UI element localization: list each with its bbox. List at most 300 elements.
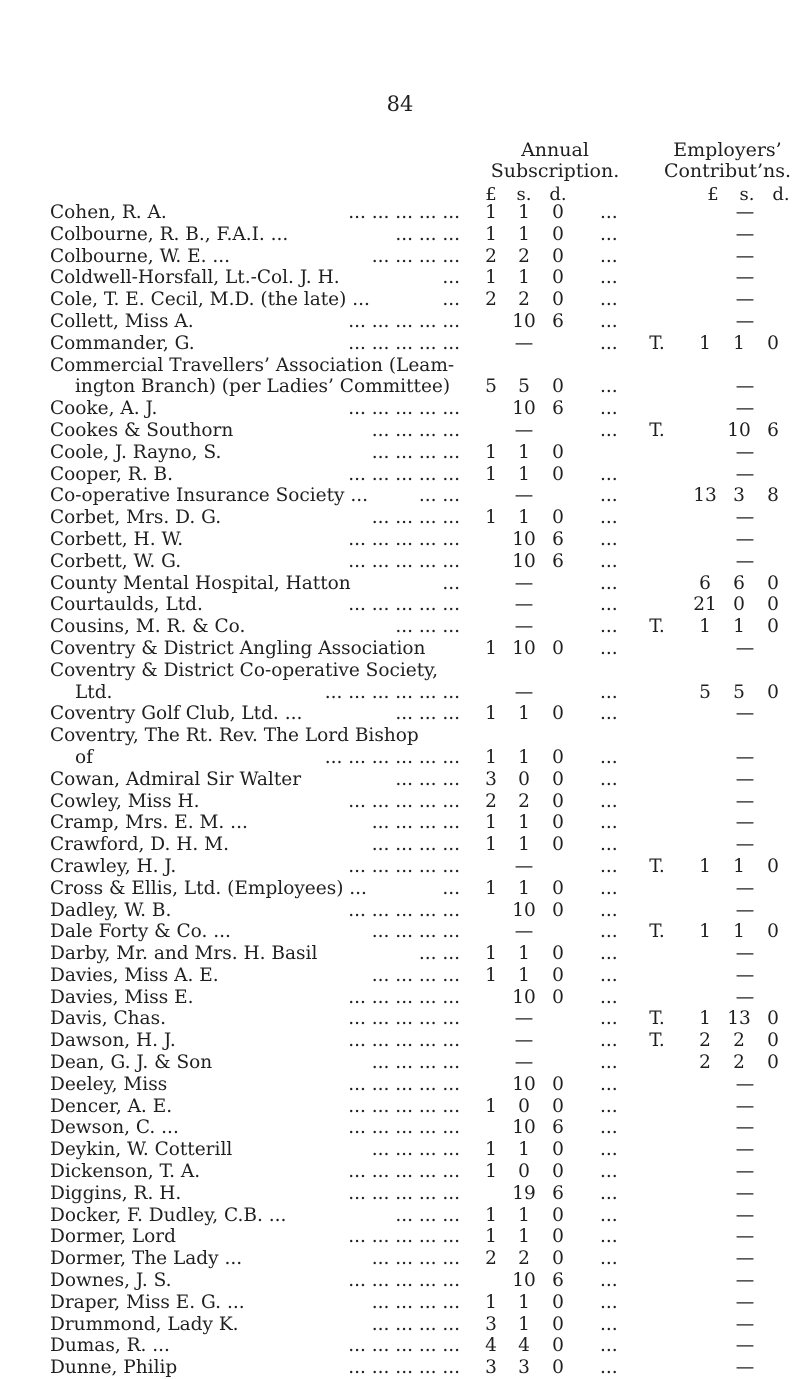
- subscription-pounds: 1: [485, 746, 497, 768]
- employer-pence: 0: [767, 616, 779, 638]
- employer-pounds: 5: [699, 681, 711, 703]
- subscription-dash: —: [514, 855, 534, 877]
- pence-label: d.: [772, 184, 790, 205]
- subscriber-name: Cramp, Mrs. E. M. ...: [50, 812, 248, 834]
- list-item: [0, 594, 800, 616]
- subscriber-name: Coventry Golf Club, Ltd. ...: [50, 703, 303, 725]
- subscription-shillings: 2: [518, 1248, 530, 1270]
- employer-dash: —: [735, 223, 755, 245]
- subscriber-name: Commercial Travellers’ Association (Leam-: [50, 354, 455, 376]
- subscription-shillings: 1: [518, 202, 530, 223]
- leader-dots: ...: [600, 1248, 618, 1270]
- employer-pounds: 6: [699, 572, 711, 594]
- employer-pence: 0: [767, 1052, 779, 1074]
- subscription-dash: —: [514, 1008, 534, 1030]
- subscription-pounds: 1: [485, 1204, 497, 1226]
- leader-dots: ... ... ...: [395, 616, 460, 638]
- subscription-pence: 0: [552, 768, 564, 790]
- employer-dash: —: [735, 1270, 755, 1292]
- subscription-pence: 0: [552, 834, 564, 856]
- subscription-pence: 0: [552, 1095, 564, 1117]
- subscriber-name: Co-operative Insurance Society ...: [50, 485, 369, 507]
- employer-pence: 8: [767, 485, 779, 507]
- list-item: [0, 703, 800, 725]
- subscription-dash: —: [514, 485, 534, 507]
- leader-dots: ...: [600, 943, 618, 965]
- subscription-header-line1: Annual: [521, 139, 589, 161]
- leader-dots: ... ... ... ... ...: [348, 463, 460, 485]
- leader-dots: ... ... ... ... ... ...: [324, 681, 460, 703]
- subscription-shillings: 2: [518, 245, 530, 267]
- list-item: [0, 1226, 800, 1248]
- leader-dots: ...: [600, 332, 618, 354]
- employer-prefix: T.: [649, 1008, 665, 1030]
- subscription-pence: 0: [552, 1313, 564, 1335]
- subscription-shillings: 5: [518, 376, 530, 398]
- leader-dots: ...: [600, 921, 618, 943]
- list-item: [0, 485, 800, 507]
- leader-dots: ...: [442, 267, 460, 289]
- subscriber-name: Cooke, A. J.: [50, 398, 158, 420]
- subscription-pence: 6: [552, 1182, 564, 1204]
- list-item: [0, 224, 800, 246]
- leader-dots: ...: [600, 1095, 618, 1117]
- subscription-pounds: 1: [485, 1291, 497, 1313]
- subscriber-name: Dean, G. J. & Son: [50, 1052, 213, 1074]
- leader-dots: ... ... ... ...: [371, 812, 460, 834]
- leader-dots: ... ... ... ... ...: [348, 1117, 460, 1139]
- employer-shillings: 1: [733, 616, 745, 638]
- leader-dots: ... ... ... ...: [371, 964, 460, 986]
- employer-dash: —: [735, 267, 755, 289]
- subscription-pounds: 2: [485, 245, 497, 267]
- subscription-pence: 0: [552, 267, 564, 289]
- leader-dots: ... ... ... ...: [371, 921, 460, 943]
- list-item: [0, 1117, 800, 1139]
- leader-dots: ...: [600, 485, 618, 507]
- subscription-pence: 0: [552, 1204, 564, 1226]
- employer-dash: —: [735, 1313, 755, 1335]
- leader-dots: ...: [600, 834, 618, 856]
- subscription-shillings: 1: [518, 267, 530, 289]
- subscription-shillings: 1: [518, 703, 530, 725]
- subscription-dash: —: [514, 681, 534, 703]
- subscription-shillings: 1: [518, 463, 530, 485]
- subscription-pence: 6: [552, 1117, 564, 1139]
- employer-shillings: 2: [733, 1052, 745, 1074]
- leader-dots: ... ... ... ... ...: [348, 855, 460, 877]
- subscription-pounds: 1: [485, 703, 497, 725]
- leader-dots: ...: [600, 877, 618, 899]
- employer-dash: —: [735, 245, 755, 267]
- subscriber-name: Commander, G.: [50, 332, 195, 354]
- list-item: [0, 507, 800, 529]
- employer-dash: —: [735, 1226, 755, 1248]
- leader-dots: ...: [600, 267, 618, 289]
- leader-dots: ...: [600, 550, 618, 572]
- list-item: [0, 878, 800, 900]
- leader-dots: ...: [600, 812, 618, 834]
- subscriber-name: Corbet, Mrs. D. G.: [50, 507, 222, 529]
- subscription-pounds: 1: [485, 877, 497, 899]
- employer-pence: 0: [767, 855, 779, 877]
- subscription-pence: 0: [552, 812, 564, 834]
- subscriber-name: Cohen, R. A.: [50, 202, 167, 223]
- subscription-shillings: 10: [512, 1073, 536, 1095]
- subscription-pounds: 1: [485, 812, 497, 834]
- leader-dots: ... ... ... ... ...: [348, 528, 460, 550]
- subscription-pounds: 1: [485, 223, 497, 245]
- subscription-pence: 0: [552, 703, 564, 725]
- list-item: [0, 682, 800, 704]
- subscription-pence: 6: [552, 550, 564, 572]
- leader-dots: ... ... ...: [395, 1204, 460, 1226]
- subscription-dash: —: [514, 1052, 534, 1074]
- subscription-pounds: 1: [485, 943, 497, 965]
- employer-dash: —: [735, 834, 755, 856]
- leader-dots: ...: [600, 1030, 618, 1052]
- employer-pounds: 2: [699, 1030, 711, 1052]
- employer-shillings: 1: [733, 332, 745, 354]
- list-item: [0, 246, 800, 268]
- employer-shillings: 0: [733, 594, 745, 616]
- leader-dots: ... ... ... ... ...: [348, 986, 460, 1008]
- leader-dots: ... ... ... ... ...: [348, 1008, 460, 1030]
- list-item: [0, 464, 800, 486]
- subscriber-name: Draper, Miss E. G. ...: [50, 1291, 245, 1313]
- subscriber-name: Dickenson, T. A.: [50, 1161, 201, 1183]
- subscription-pounds: 1: [485, 637, 497, 659]
- subscriber-name: Coldwell-Horsfall, Lt.-Col. J. H.: [50, 267, 340, 289]
- subscriber-name: Cousins, M. R. & Co.: [50, 616, 246, 638]
- list-item: [0, 1052, 800, 1074]
- employer-dash: —: [735, 1139, 755, 1161]
- subscription-shillings: 1: [518, 1313, 530, 1335]
- employer-shillings: 10: [727, 419, 751, 441]
- subscriber-name: Drummond, Lady K.: [50, 1313, 239, 1335]
- leader-dots: ... ... ... ...: [371, 1313, 460, 1335]
- employer-pence: 0: [767, 572, 779, 594]
- subscriber-name: Cowan, Admiral Sir Walter: [50, 768, 302, 790]
- subscription-pence: 0: [552, 1226, 564, 1248]
- employer-pence: 0: [767, 594, 779, 616]
- leader-dots: ... ... ... ...: [371, 1052, 460, 1074]
- leader-dots: ...: [600, 223, 618, 245]
- subscription-pence: 0: [552, 899, 564, 921]
- list-item: [0, 1161, 800, 1183]
- subscriber-name: Deykin, W. Cotterill: [50, 1139, 233, 1161]
- leader-dots: ...: [600, 703, 618, 725]
- employer-dash: —: [735, 1204, 755, 1226]
- subscription-shillings: 1: [518, 812, 530, 834]
- list-item: [0, 1008, 800, 1030]
- employer-dash: —: [735, 1291, 755, 1313]
- employer-pounds: 1: [699, 1008, 711, 1030]
- subscriber-name: Diggins, R. H.: [50, 1182, 182, 1204]
- pence-label: d.: [549, 184, 567, 205]
- subscriber-name: Cole, T. E. Cecil, M.D. (the late) ...: [50, 289, 370, 311]
- leader-dots: ...: [600, 419, 618, 441]
- employer-dash: —: [735, 1095, 755, 1117]
- subscription-shillings: 10: [512, 398, 536, 420]
- subscription-shillings: 0: [518, 1161, 530, 1183]
- leader-dots: ... ... ... ... ...: [348, 1270, 460, 1292]
- list-item: [0, 1270, 800, 1292]
- employer-dash: —: [735, 289, 755, 311]
- subscription-pence: 0: [552, 1248, 564, 1270]
- list-item: [0, 376, 800, 398]
- leader-dots: ...: [600, 1226, 618, 1248]
- subscription-dash: —: [514, 332, 534, 354]
- subscriber-name: Crawford, D. H. M.: [50, 834, 229, 856]
- employer-dash: —: [735, 943, 755, 965]
- subscription-shillings: 0: [518, 768, 530, 790]
- subscriber-name: Cooper, R. B.: [50, 463, 173, 485]
- subscriber-name: Coventry & District Angling Association: [50, 637, 426, 659]
- subscription-pence: 0: [552, 289, 564, 311]
- subscription-header-line2: Subscription.: [490, 160, 620, 182]
- leader-dots: ...: [442, 877, 460, 899]
- leader-dots: ...: [600, 986, 618, 1008]
- leader-dots: ... ... ... ...: [371, 507, 460, 529]
- list-item: [0, 1030, 800, 1052]
- leader-dots: ...: [442, 572, 460, 594]
- shillings-label: s.: [739, 184, 755, 205]
- subscription-pence: 0: [552, 202, 564, 223]
- employer-dash: —: [735, 637, 755, 659]
- subscription-pounds: 5: [485, 376, 497, 398]
- subscriber-name: Darby, Mr. and Mrs. H. Basil: [50, 943, 318, 965]
- list-item: [0, 267, 800, 289]
- subscriber-name: Coventry, The Rt. Rev. The Lord Bishop: [50, 725, 419, 747]
- subscription-pence: 0: [552, 1335, 564, 1357]
- leader-dots: ... ... ...: [395, 768, 460, 790]
- subscription-pounds: 1: [485, 834, 497, 856]
- subscriber-name: Corbett, W. G.: [50, 550, 182, 572]
- subscription-pounds: 1: [485, 1095, 497, 1117]
- leader-dots: ... ... ...: [395, 703, 460, 725]
- subscription-shillings: 1: [518, 441, 530, 463]
- subscription-pence: 0: [552, 1161, 564, 1183]
- leader-dots: ... ... ...: [395, 223, 460, 245]
- leader-dots: ... ... ... ... ...: [348, 550, 460, 572]
- list-item: [0, 725, 800, 747]
- employer-dash: —: [735, 441, 755, 463]
- list-item: [0, 529, 800, 551]
- leader-dots: ...: [442, 289, 460, 311]
- employer-dash: —: [735, 507, 755, 529]
- list-item: [0, 573, 800, 595]
- leader-dots: ... ... ... ... ...: [348, 594, 460, 616]
- leader-dots: ...: [600, 1357, 618, 1379]
- subscription-pence: 0: [552, 943, 564, 965]
- employer-dash: —: [735, 463, 755, 485]
- leader-dots: ...: [600, 1313, 618, 1335]
- leader-dots: ... ... ... ...: [371, 419, 460, 441]
- leader-dots: ... ... ... ... ...: [348, 899, 460, 921]
- employers-header-line2: Contribut’ns.: [663, 160, 792, 182]
- subscriber-name: Corbett, H. W.: [50, 528, 184, 550]
- employer-pence: 0: [767, 332, 779, 354]
- list-item: [0, 1183, 800, 1205]
- subscription-dash: —: [514, 1030, 534, 1052]
- leader-dots: ...: [600, 528, 618, 550]
- list-item: [0, 355, 800, 377]
- leader-dots: ... ... ... ... ...: [348, 1226, 460, 1248]
- leader-dots: ...: [600, 790, 618, 812]
- leader-dots: ...: [600, 310, 618, 332]
- employer-dash: —: [735, 1248, 755, 1270]
- leader-dots: ...: [600, 899, 618, 921]
- subscription-shillings: 10: [512, 528, 536, 550]
- subscription-pence: 0: [552, 1139, 564, 1161]
- employer-dash: —: [735, 202, 755, 223]
- subscription-pence: 0: [552, 790, 564, 812]
- subscription-pounds: 1: [485, 202, 497, 223]
- subscriber-name: Ltd.: [75, 681, 113, 703]
- subscriber-name: County Mental Hospital, Hatton: [50, 572, 351, 594]
- employer-dash: —: [735, 746, 755, 768]
- employer-shillings: 1: [733, 921, 745, 943]
- subscription-pence: 0: [552, 964, 564, 986]
- subscription-dash: —: [514, 921, 534, 943]
- leader-dots: ... ... ... ... ...: [348, 202, 460, 223]
- subscriber-name: Dumas, R. ...: [50, 1335, 170, 1357]
- subscription-pounds: 1: [485, 463, 497, 485]
- leader-dots: ...: [600, 507, 618, 529]
- leader-dots: ...: [600, 637, 618, 659]
- subscription-pence: 6: [552, 310, 564, 332]
- leader-dots: ... ... ... ... ...: [348, 1182, 460, 1204]
- employer-dash: —: [735, 1117, 755, 1139]
- subscription-pence: 0: [552, 1291, 564, 1313]
- employer-prefix: T.: [649, 332, 665, 354]
- employer-dash: —: [735, 550, 755, 572]
- leader-dots: ... ... ... ... ...: [348, 1095, 460, 1117]
- leader-dots: ... ... ... ...: [371, 1248, 460, 1270]
- subscriber-name: Cookes & Southorn: [50, 419, 234, 441]
- list-item: [0, 398, 800, 420]
- page-number: 84: [386, 92, 414, 116]
- leader-dots: ... ... ... ...: [371, 1139, 460, 1161]
- subscription-pence: 0: [552, 463, 564, 485]
- leader-dots: ...: [600, 1182, 618, 1204]
- list-item: [0, 1205, 800, 1227]
- leader-dots: ...: [600, 1139, 618, 1161]
- leader-dots: ...: [600, 616, 618, 638]
- subscriber-name: Collett, Miss A.: [50, 310, 194, 332]
- employer-shillings: 13: [727, 1008, 751, 1030]
- leader-dots: ...: [600, 768, 618, 790]
- leader-dots: ... ... ... ... ...: [348, 310, 460, 332]
- leader-dots: ... ... ... ... ...: [348, 332, 460, 354]
- list-item: [0, 638, 800, 660]
- subscription-pence: 6: [552, 398, 564, 420]
- leader-dots: ... ...: [418, 943, 460, 965]
- employer-pence: 0: [767, 921, 779, 943]
- employer-dash: —: [735, 310, 755, 332]
- subscription-shillings: 10: [512, 1270, 536, 1292]
- subscriber-name: Dunne, Philip: [50, 1357, 178, 1379]
- list-item: [0, 551, 800, 573]
- list-item: [0, 965, 800, 987]
- leader-dots: ...: [600, 964, 618, 986]
- subscriber-list: [0, 202, 800, 1379]
- subscriber-name: Dormer, The Lady ...: [50, 1248, 243, 1270]
- employer-pence: 0: [767, 681, 779, 703]
- subscriber-name: Coole, J. Rayno, S.: [50, 441, 222, 463]
- leader-dots: ... ... ... ...: [371, 834, 460, 856]
- leader-dots: ...: [600, 245, 618, 267]
- subscriber-name: Davis, Chas.: [50, 1008, 166, 1030]
- subscriber-name: Cowley, Miss H.: [50, 790, 200, 812]
- employer-pence: 6: [767, 419, 779, 441]
- subscription-shillings: 1: [518, 223, 530, 245]
- leader-dots: ...: [600, 463, 618, 485]
- employer-dash: —: [735, 1073, 755, 1095]
- employers-header: [635, 140, 800, 182]
- subscriber-name: Dormer, Lord: [50, 1226, 176, 1248]
- list-item: [0, 812, 800, 834]
- subscription-shillings: 10: [512, 637, 536, 659]
- subscriber-name: Deeley, Miss: [50, 1073, 168, 1095]
- subscriber-name: Colbourne, R. B., F.A.I. ...: [50, 223, 289, 245]
- leader-dots: ...: [600, 746, 618, 768]
- list-item: [0, 616, 800, 638]
- employer-dash: —: [735, 1335, 755, 1357]
- subscriber-name: Dewson, C. ...: [50, 1117, 179, 1139]
- subscription-pounds: 1: [485, 507, 497, 529]
- list-item: [0, 1248, 800, 1270]
- employer-prefix: T.: [649, 1030, 665, 1052]
- employer-dash: —: [735, 1357, 755, 1379]
- subscriber-name: Crawley, H. J.: [50, 855, 177, 877]
- subscription-pounds: 3: [485, 1357, 497, 1379]
- subscription-shillings: 1: [518, 1226, 530, 1248]
- employer-dash: —: [735, 1161, 755, 1183]
- subscriber-name: Dencer, A. E.: [50, 1095, 173, 1117]
- list-item: [0, 660, 800, 682]
- subscription-shillings: 10: [512, 550, 536, 572]
- leader-dots: ... ... ... ... ...: [348, 790, 460, 812]
- employer-dash: —: [735, 528, 755, 550]
- leader-dots: ...: [600, 1204, 618, 1226]
- subscription-shillings: 1: [518, 746, 530, 768]
- leader-dots: ...: [600, 594, 618, 616]
- subscription-shillings: 2: [518, 790, 530, 812]
- employer-shillings: 2: [733, 1030, 745, 1052]
- shillings-label: s.: [516, 184, 532, 205]
- subscription-pounds: 4: [485, 1335, 497, 1357]
- subscription-shillings: 1: [518, 877, 530, 899]
- leader-dots: ...: [600, 1052, 618, 1074]
- subscription-pounds: 2: [485, 1248, 497, 1270]
- list-item: [0, 747, 800, 769]
- subscription-pence: 6: [552, 1270, 564, 1292]
- leader-dots: ...: [600, 1008, 618, 1030]
- subscription-pounds: 1: [485, 964, 497, 986]
- leader-dots: ...: [600, 202, 618, 223]
- list-item: [0, 1292, 800, 1314]
- list-item: [0, 202, 800, 224]
- list-item: [0, 420, 800, 442]
- employer-shillings: 5: [733, 681, 745, 703]
- subscriber-name: of: [75, 746, 93, 768]
- leader-dots: ... ... ... ...: [371, 1291, 460, 1313]
- subscription-shillings: 1: [518, 943, 530, 965]
- leader-dots: ... ... ... ... ...: [348, 1073, 460, 1095]
- subscription-pence: 0: [552, 1357, 564, 1379]
